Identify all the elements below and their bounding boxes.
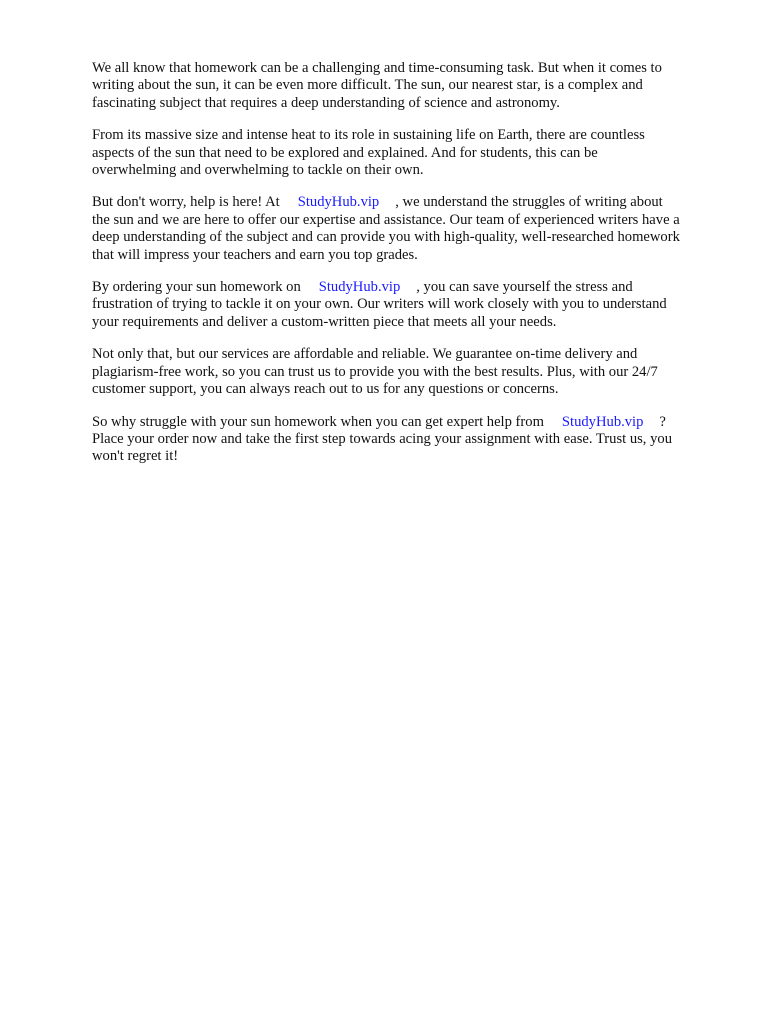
paragraph-intro bbox=[92, 60, 722, 112]
paragraph-line: fascinating subject that requires a deep understanding of science and astronomy. bbox=[92, 94, 560, 111]
paragraph-line: frustration of trying to tackle it on your own. Our writers will work closely with you to understand bbox=[92, 296, 667, 313]
studyhub-link[interactable]: StudyHub.vip bbox=[297, 194, 380, 211]
paragraph-services bbox=[92, 346, 722, 398]
studyhub-link[interactable]: StudyHub.vip bbox=[561, 413, 644, 430]
paragraph-sun-aspects bbox=[92, 127, 722, 179]
paragraph-line: deep understanding of the subject and can provide you with high-quality, well-researched homework bbox=[92, 229, 680, 246]
paragraph-line: We all know that homework can be a challenging and time-consuming task. But when it comes to bbox=[92, 60, 662, 76]
paragraph-line: won't regret it! bbox=[92, 448, 179, 465]
paragraph-text: ? bbox=[659, 413, 666, 430]
paragraph-line: Place your order now and take the first step towards acing your assignment with ease. Trust us, you bbox=[92, 430, 672, 447]
paragraph-text: So why struggle with your sun homework when you can get expert help from bbox=[92, 413, 544, 430]
paragraph-line: Not only that, but our services are affordable and reliable. We guarantee on-time delivery and bbox=[92, 346, 638, 363]
paragraph-help bbox=[92, 194, 722, 264]
paragraph-text: , you can save yourself the stress and bbox=[416, 279, 633, 296]
studyhub-link[interactable]: StudyHub.vip bbox=[318, 279, 401, 296]
paragraph-line: overwhelming and overwhelming to tackle on their own. bbox=[92, 162, 424, 179]
paragraph-line: the sun and we are here to offer our expertise and assistance. Our team of experienced writers have a bbox=[92, 211, 680, 228]
paragraph-ordering bbox=[92, 279, 722, 331]
document-page bbox=[92, 60, 722, 481]
paragraph-line: that will impress your teachers and earn you top grades. bbox=[92, 246, 418, 263]
paragraph-line: writing about the sun, it can be even more difficult. The sun, our nearest star, is a complex and bbox=[92, 77, 643, 94]
paragraph-line: From its massive size and intense heat to its role in sustaining life on Earth, there are countless bbox=[92, 127, 645, 144]
paragraph-line: plagiarism-free work, so you can trust us to provide you with the best results. Plus, with our 24/7 bbox=[92, 363, 658, 380]
paragraph-line: your requirements and deliver a custom-written piece that meets all your needs. bbox=[92, 313, 557, 330]
paragraph-line: customer support, you can always reach out to us for any questions or concerns. bbox=[92, 381, 559, 398]
paragraph-closing bbox=[92, 414, 722, 466]
paragraph-text: By ordering your sun homework on bbox=[92, 279, 301, 296]
paragraph-text: But don't worry, help is here! At bbox=[92, 194, 280, 211]
paragraph-line: aspects of the sun that need to be explored and explained. And for students, this can be bbox=[92, 144, 598, 161]
paragraph-text: , we understand the struggles of writing about bbox=[395, 194, 663, 211]
